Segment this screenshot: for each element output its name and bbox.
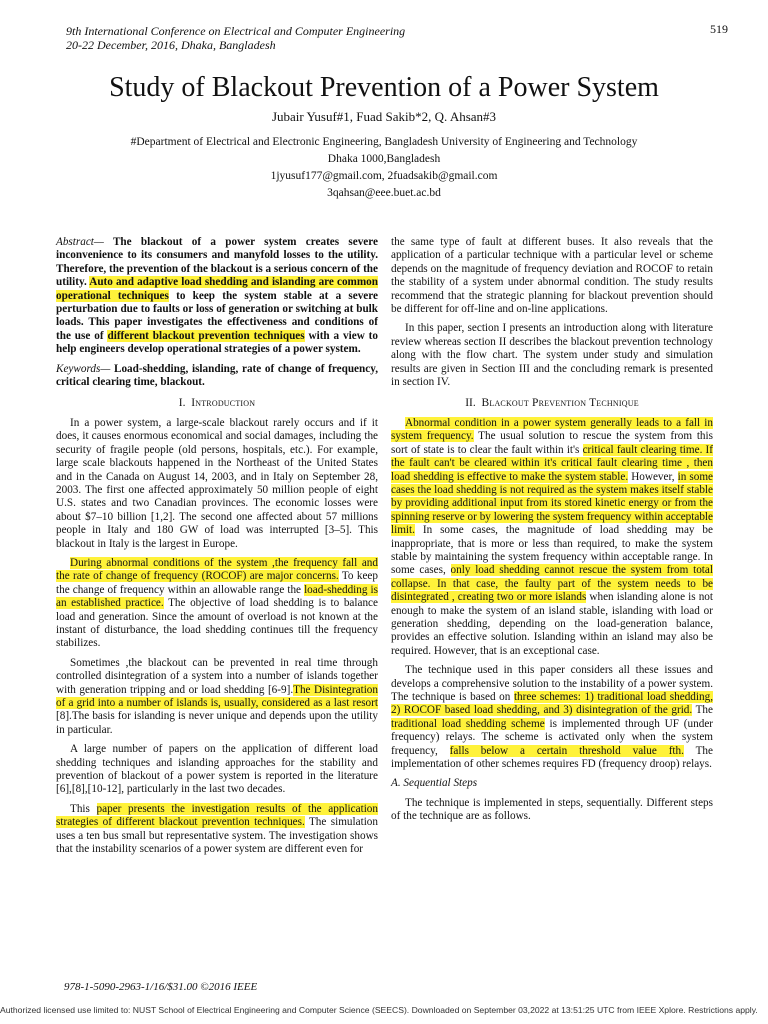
- highlight: falls below a certain threshold value fth.: [449, 744, 684, 757]
- paragraph: [56, 557, 378, 651]
- highlight: different blackout prevention techniques: [107, 329, 305, 342]
- paragraph: A large number of papers on the application of different load shedding techniques and islanding approaches for the stability and prevention of blackout of a power system is reported in the literature [6],[8],[10-12], particularly in the last two decades.: [56, 743, 378, 796]
- highlight: only load shedding cannot rescue the system from total collapse. In that case, the faulty part of the system needs to be disintegrated , creating two or more islands: [391, 564, 713, 604]
- isbn-footer: 978-1-5090-2963-1/16/$31.00 ©2016 IEEE: [64, 981, 258, 993]
- city: Dhaka 1000,Bangladesh: [327, 153, 441, 165]
- text: when islanding alone is not enough to make the system of an island stable, islanding with load or generation shedding, depending on the load-generation balance, provides an effective solution. Islanding within an island may also be required. However, that is an exceptional case.: [391, 591, 713, 657]
- abstract-text: The blackout of a power system creates severe inconvenience to its consumers and manyfold losses to the utility. Therefore, the prevention of the blackout is a serious concern of the utility.: [56, 236, 378, 289]
- paragraph: [391, 417, 713, 658]
- highlight: Auto and adaptive load shedding and islanding are common operational techniques: [56, 276, 379, 302]
- section-heading: [56, 397, 378, 410]
- highlight: Abnormal condition in a power system generally leads to a fall in system frequency.: [391, 416, 713, 443]
- section-number: I.: [178, 397, 186, 410]
- affiliation: [0, 134, 768, 202]
- paragraph: [56, 657, 378, 737]
- highlight: During abnormal conditions of the system ,the frequency fall and the rate of change of frequency (ROCOF) are major concerns.: [56, 556, 378, 583]
- keywords-text: Load-shedding, islanding, rate of change of frequency, critical clearing time, blackout.: [56, 362, 378, 389]
- text: The usual solution to rescue the system from this sort of state is to clear the fault within it's: [391, 430, 713, 456]
- text: This: [70, 802, 97, 815]
- paragraph: [391, 664, 713, 771]
- highlight: traditional load shedding scheme: [391, 717, 545, 730]
- paragraph: [56, 803, 378, 857]
- paper-title: Study of Blackout Prevention of a Power System: [109, 72, 659, 103]
- keywords: [56, 363, 378, 390]
- text: To keep the change of frequency within an allowable range the: [56, 570, 378, 596]
- text: The: [692, 704, 713, 717]
- section-title: Introduction: [191, 397, 256, 410]
- text: The technique used in this paper considers all these issues and develops a comprehensive solution to the instability of a power system. The technique is based on: [391, 664, 713, 703]
- highlight: in some cases the load shedding is not required as the system makes itself stable by providing additional input from its stored kinetic energy or from the spinning reserve or by lowering the system frequency within acceptable limit.: [391, 470, 713, 537]
- text: In some cases, the magnitude of load shedding may be inappropriate, that is more or less than required, to make the system stable by maintaining the system frequency within acceptable range. In some cases,: [391, 524, 713, 577]
- section-title: Blackout Prevention Technique: [481, 397, 639, 410]
- conference-date: 20-22 December, 2016, Dhaka, Bangladesh: [66, 38, 276, 52]
- highlight: paper presents the investigation results of the application strategies of different blackout prevention techniques.: [56, 802, 378, 829]
- abstract-text: with a view to help engineers develop operational strategies of a power system.: [56, 329, 378, 356]
- text: The objective of load shedding is to balance load and generation. Since the amount of overload is not known at the instant of disturbance, the load shedding continues till the frequency stabilizes.: [56, 597, 378, 650]
- conference-header: [66, 24, 405, 52]
- text: However,: [628, 470, 678, 483]
- paragraph: The technique is implemented in steps, sequentially. Different steps of the technique are as follows.: [391, 796, 713, 823]
- conference-name: 9th International Conference on Electrical and Computer Engineering: [66, 24, 406, 38]
- paragraph: In this paper, section I presents an introduction along with literature review whereas section II describes the blackout prevention technology along with the flow chart. The system under study and simulation results are given in Section III and the concluding remark is presented in section IV.: [391, 322, 713, 389]
- authors: Jubair Yusuf#1, Fuad Sakib*2, Q. Ahsan#3: [271, 109, 497, 124]
- left-column: [56, 236, 378, 862]
- department: #Department of Electrical and Electronic Engineering, Bangladesh University of Engineering and Technology: [130, 136, 638, 148]
- text: [8].The basis for islanding is never unique and depends upon the utility in particular.: [56, 710, 378, 736]
- abstract: [56, 236, 378, 357]
- text: The implementation of other schemes requires FD (frequency droop) relays.: [391, 744, 713, 771]
- section-number: II.: [465, 397, 476, 410]
- email-ahsan: 3qahsan@eee.buet.ac.bd: [327, 187, 441, 199]
- section-heading: [391, 397, 713, 410]
- paragraph: In a power system, a large-scale blackout rarely occurs and if it does, it causes enormous economical and social damages, including the security of fragile people (old persons, hospitals, etc.). For example, large scale blackouts happened in the Northeast of the United States and in the Canada on August 14, 2003, and in Italy on September 28, 2003. The first one affected approximately 50 million people of eight U.S. states and two Canadian provinces. The economic losses were about $7–10 billion [1,2]. The second one affected about 57 millions people in Italy and 180 GW of load was interrupted [3–5]. This blackout in Italy is the largest in Europe.: [56, 416, 378, 550]
- page-number: 519: [710, 22, 728, 36]
- paragraph: the same type of fault at different buses. It also reveals that the application of a particular technique with a particular level or scheme depends on the magnitude of frequency deviation and ROCOF to retain the stability of a system under abnormal condition. The study results recommend that the strategic planning for blackout prevention should be different for off-line and on-line applications.: [391, 236, 713, 316]
- text: Sometimes ,the blackout can be prevented in real time through controlled disintegration of a system into a number of islands together with generation tripping and or load shedding [6-9].: [56, 656, 378, 696]
- highlight: The Disintegration of a grid into a number of islands is, usually, considered as a last resort: [56, 683, 378, 709]
- license-footer: Authorized licensed use limited to: NUST School of Electrical Engineering and Computer Science (SEECS). Downloaded on September 03,2022 at 13:51:25 UTC from IEEE Xplore. Restrictions apply.: [0, 1005, 758, 1015]
- highlight: three schemes: 1) traditional load shedding, 2) ROCOF based load shedding, and 3) disintegration of the grid.: [391, 691, 713, 717]
- abstract-label: Abstract—: [56, 236, 104, 248]
- subsection-heading: A. Sequential Steps: [391, 777, 478, 790]
- text: The simulation uses a ten bus small but representative system. The investigation shows that the instability scenarios of a power system are different even for: [56, 816, 378, 856]
- abstract-text: to keep the system stable at a severe perturbation due to faults or loss of generation or switching at bulk loads. This paper investigates the effectiveness and conditions of the use of: [56, 289, 378, 342]
- highlight: load-shedding is an established practice.: [56, 583, 378, 610]
- right-column: [391, 236, 713, 830]
- emails: 1jyusuf177@gmail.com, 2fuadsakib@gmail.com: [270, 170, 498, 182]
- highlight: critical fault clearing time. If the fault can't be cleared within it's critical fault clearing time , then load shedding is effective to make the system stable.: [391, 443, 714, 483]
- keywords-label: Keywords—: [56, 362, 111, 375]
- text: is implemented through UF (under frequency) relays. The scheme is activated only when the system frequency,: [391, 717, 714, 757]
